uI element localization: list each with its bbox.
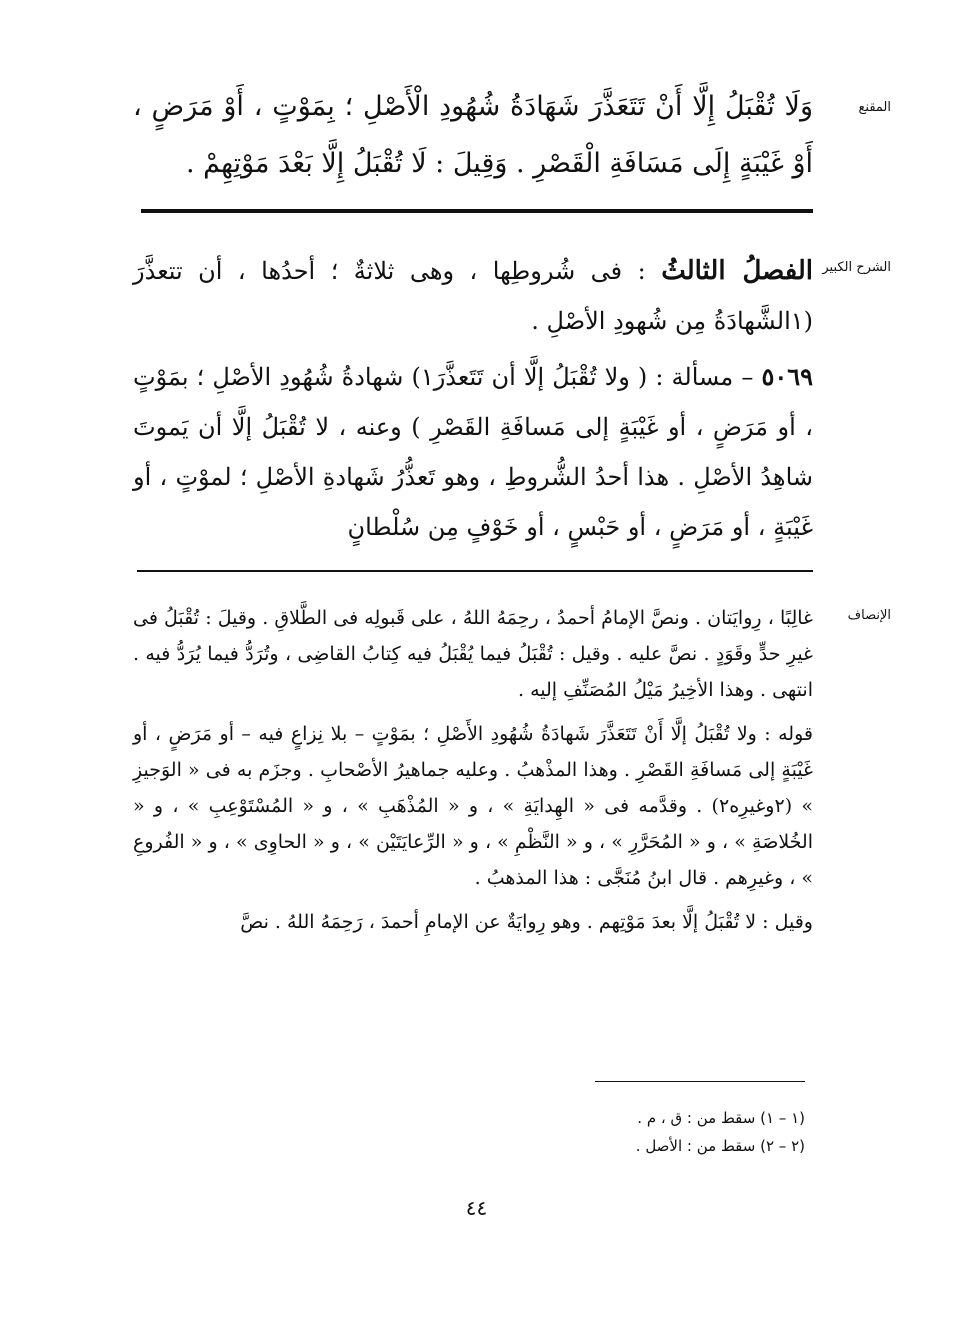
footnote-divider	[595, 1081, 805, 1082]
sharh-paragraph-1-text: : فى شُروطِها ، وهى ثلاثةٌ ؛ أحدُها ، أن تتعذَّرَ (١الشَّهادَةُ مِن شُهودِ الأصْلِ .	[133, 257, 813, 335]
section-divider-thick	[141, 209, 813, 213]
footnote-2: (٢ – ٢) سقط من : الأصل .	[635, 1137, 805, 1155]
insaf-paragraph-1: غالِبًا ، رِوايَتان . ونصَّ الإمامُ أحمدُ ، رحِمَهُ اللهُ ، على قَبولِه فى الطَّلاقِ . وقيلَ : تُقْبَلُ فى غيرِ حدٍّ وقَوَدٍ . نصَّ عليه . وقيل : تُقْبَلُ فيما يُقْبَلُ فيه كِتابُ القاضِى ، وتُرَدُّ فيما يُرَدُّ فيه . انتهى . وهذا الأخِيرُ مَيْلُ المُصَنِّفِ إليه .	[133, 607, 813, 701]
section-divider-thin	[137, 570, 813, 572]
sharh-paragraph-2-text: – مسألة : ( ولا تُقْبَلُ إلَّا أن تَتَعذَّرَ١) شهادةُ شُهُودِ الأصْلِ ؛ بمَوْتٍ ، أو مَرَضٍ ، أو غَيْبَةٍ إلى مَسافَةِ القَصْرِ ) وعنه ، لا تُقْبَلُ إلَّا أن يَموتَ شاهِدُ الأصْلِ . هذا أحدُ الشُّروطِ ، وهو تَعذُّرُ شَهادةِ الأصْلِ ؛ لموْتٍ ، أو غَيْبَةٍ ، أو مَرَضٍ ، أو حَبْسٍ ، أو خَوْفٍ مِن سُلْطانٍ	[133, 363, 813, 541]
sharh-section	[133, 246, 813, 558]
footnote-1: (١ – ١) سقط من : ق ، م .	[637, 1109, 805, 1127]
footnotes	[405, 1104, 805, 1160]
sharh-paragraph-2	[133, 352, 813, 552]
page-number: ٤٤	[465, 1196, 488, 1220]
muqni-text: وَلَا تُقْبَلُ إِلَّا أَنْ تَتَعَذَّرَ شَهَادَةُ شُهُودِ الْأَصْلِ ؛ بِمَوْتٍ ، أَوْ مَرَضٍ ، أَوْ غَيْبَةٍ إِلَى مَسَافَةِ الْقَصْرِ . وَقِيلَ : لَا تُقْبَلُ إِلَّا بَعْدَ مَوْتِهِمْ .	[133, 91, 813, 179]
insaf-paragraph-3: وقيل : لا تُقْبَلُ إلَّا بعدَ مَوْتِهم . وهو رِوايَةٌ عن الإمامِ أحمدَ ، رَحِمَهُ اللهُ . نصَّ	[240, 911, 813, 933]
issue-number: ٥٠٦٩	[761, 362, 813, 391]
label-insaf: الإنصاف	[847, 608, 891, 623]
insaf-paragraph-2: قوله : ولا تُقْبَلُ إلَّا أَنْ تَتَعَذَّرَ شَهادَةُ شُهُودِ الأَصْلِ ؛ بمَوْتٍ – بلا نِزاعٍ فيه – أو مَرَضٍ ، أو غَيْبَةٍ إلى مَسافَةِ القَصْرِ . وهذا المذْهبُ . وعليه جماهيرُ الأصْحابِ . وجزَم به فى « الوَجيزِ » (٢وغيرِه٢) . وقدَّمه فى « الهِدايَةِ » ، و « المُذْهَبِ » ، و « المُسْتَوْعِبِ » ، و « الخُلاصَةِ » ، و « المُحَرَّرِ » ، و « النَّظْمِ » ، و « الرِّعايَتَيْن » ، و « الحاوِى » ، و « الفُروعِ » ، وغيرِهم . قال ابنُ مُنَجَّى : هذا المذهبُ .	[133, 723, 813, 889]
chapter-title: الفصلُ الثالثُ	[661, 256, 813, 286]
sharh-paragraph-1	[133, 246, 813, 346]
label-sharh-kabir: الشرح الكبير	[822, 260, 891, 275]
insaf-section	[133, 600, 813, 948]
label-muqni: المقنع	[858, 100, 891, 115]
